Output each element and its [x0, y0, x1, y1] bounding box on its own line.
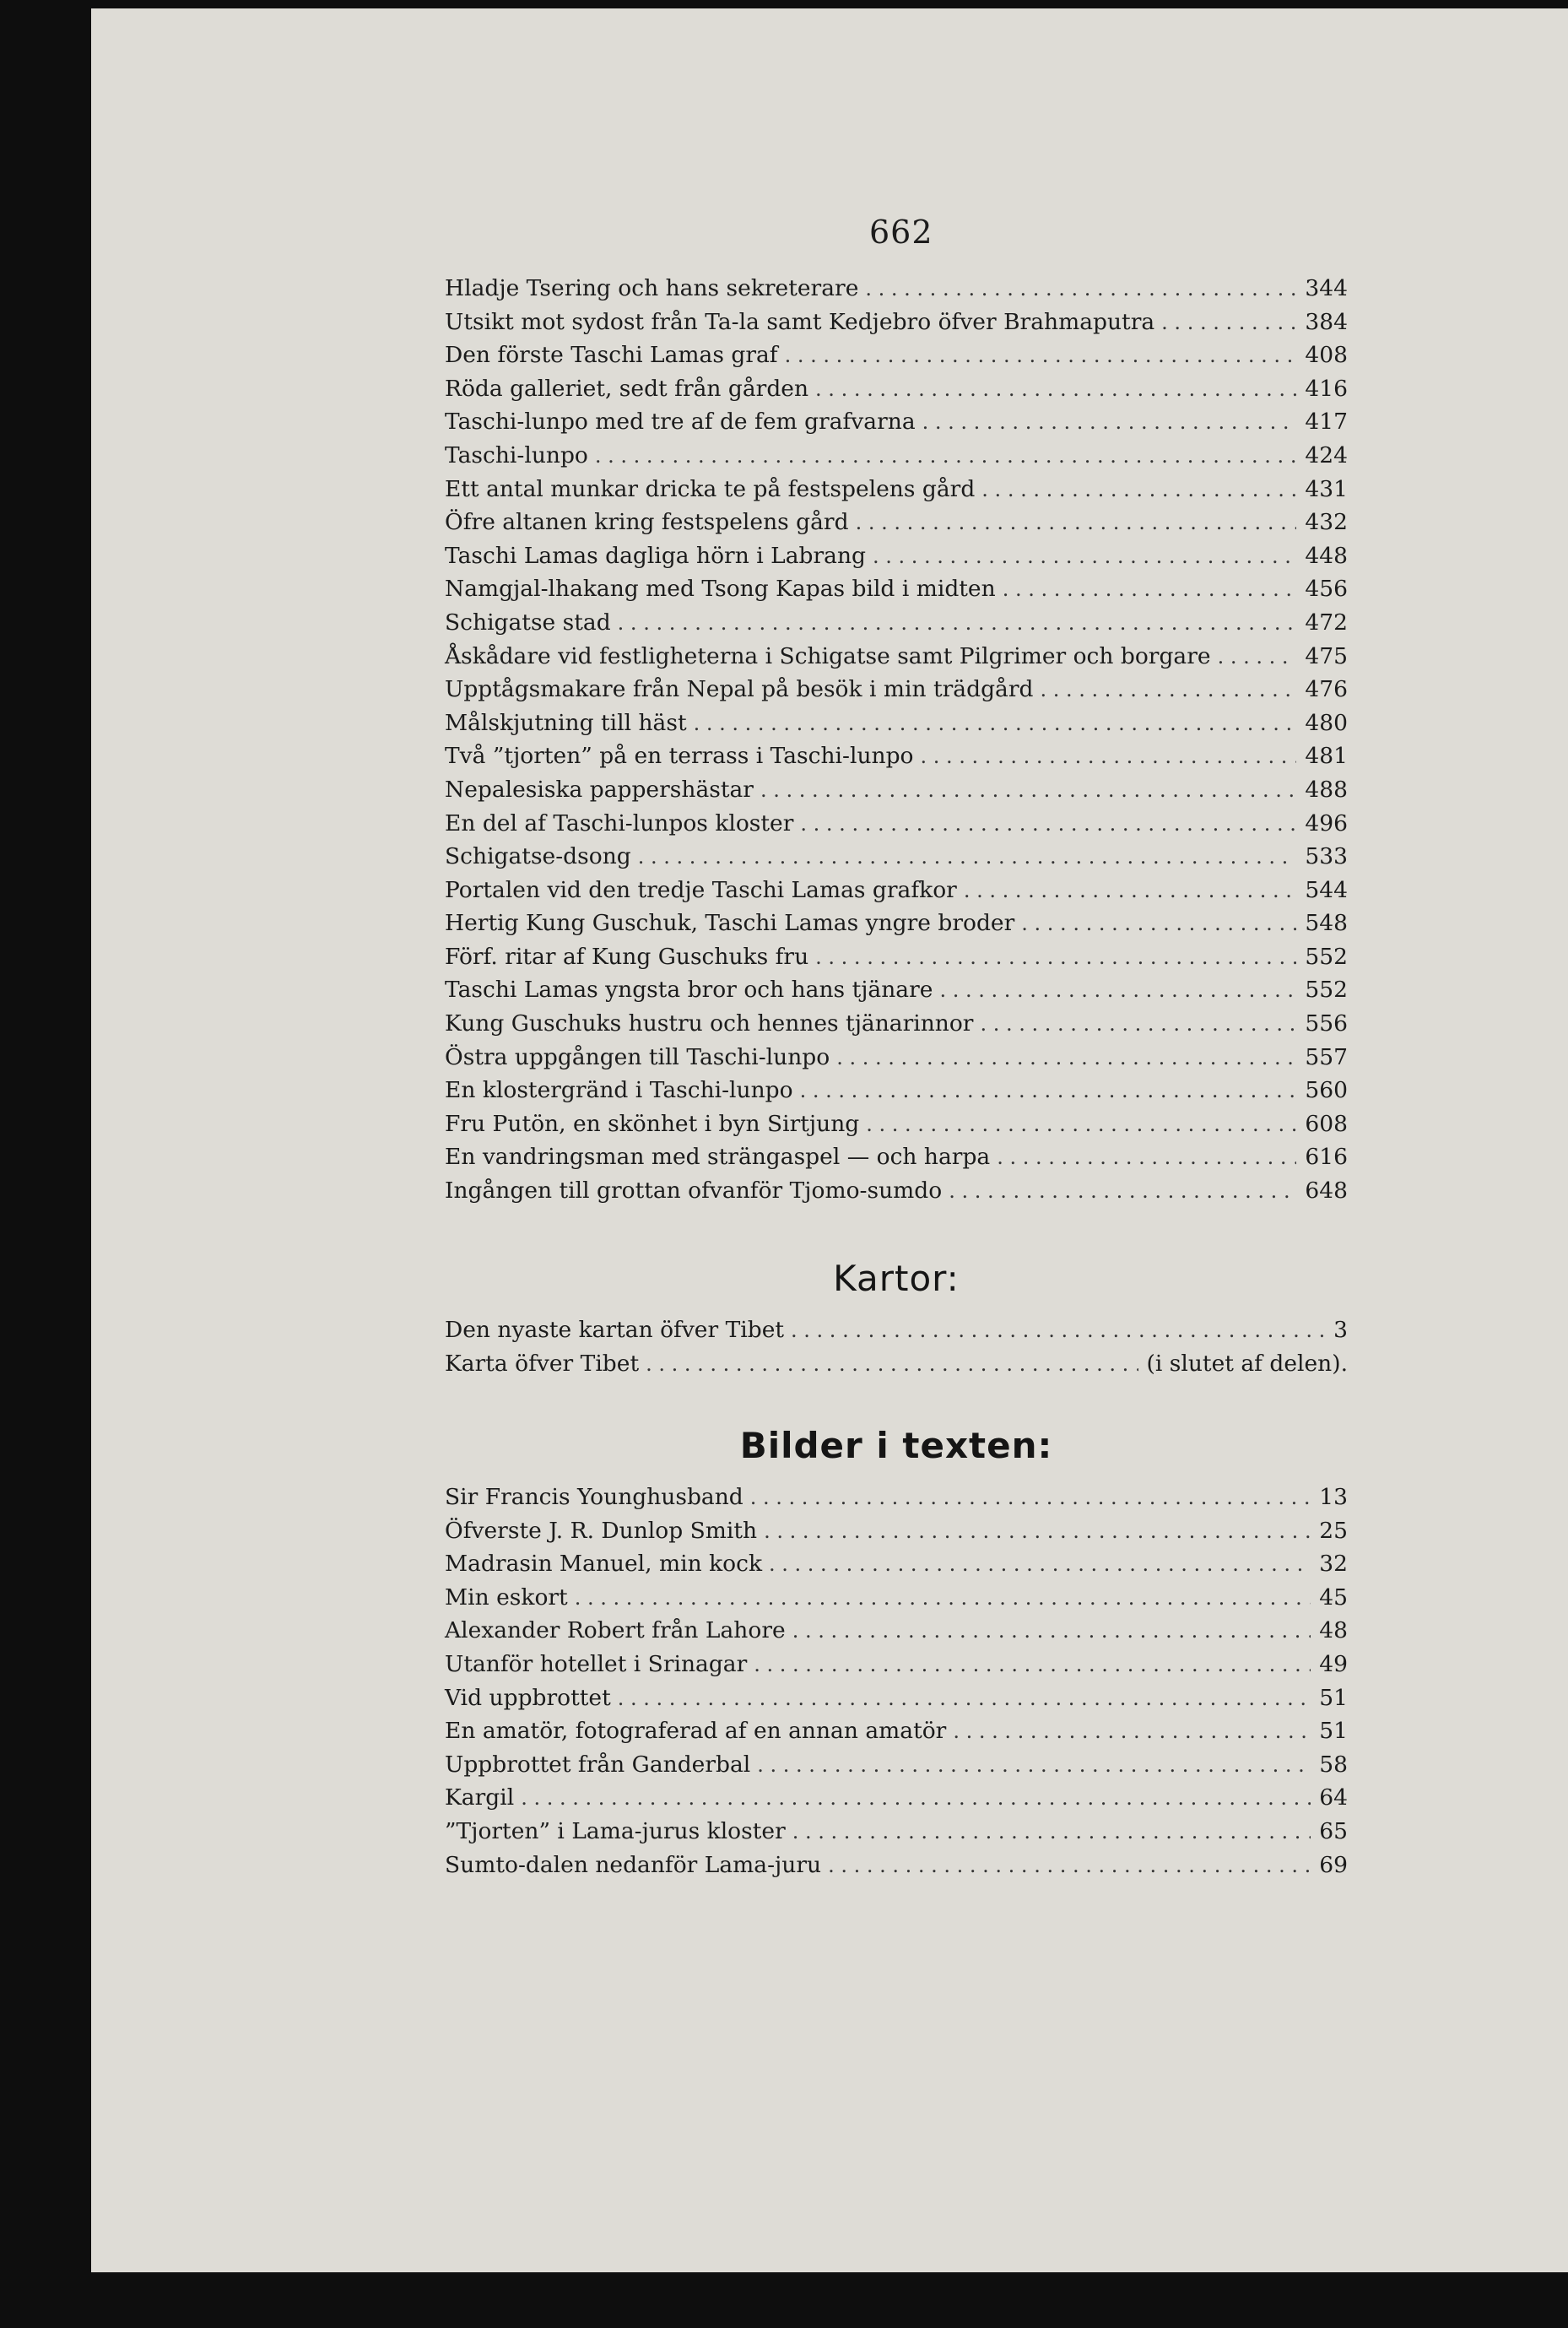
entry-page-number: 64 — [1319, 1784, 1348, 1811]
dot-leader — [575, 1586, 1311, 1610]
toc-entry — [445, 877, 1348, 911]
dot-leader — [964, 879, 1297, 902]
dot-leader — [836, 1046, 1296, 1069]
entry-title: Sumto-dalen nedanför Lama-juru — [445, 1851, 822, 1878]
dot-leader — [856, 511, 1297, 534]
toc-entry — [445, 1685, 1348, 1719]
dot-leader — [618, 1686, 1311, 1710]
entry-title: En klostergränd i Taschi-lunpo — [445, 1077, 793, 1104]
toc-entry — [445, 810, 1348, 844]
entry-title: Förf. ritar af Kung Guschuks fru — [445, 943, 809, 970]
dot-leader — [980, 1012, 1296, 1036]
toc-entry — [445, 643, 1348, 677]
entry-page-number: 431 — [1305, 475, 1348, 502]
entry-page-number: 69 — [1319, 1851, 1348, 1878]
entry-page-number: 533 — [1305, 843, 1348, 870]
toc-entry — [445, 1751, 1348, 1785]
entry-page-number: 608 — [1305, 1110, 1348, 1137]
entry-page-number: 424 — [1305, 441, 1348, 468]
toc-entry — [445, 409, 1348, 442]
entry-title: Den nyaste kartan öfver Tibet — [445, 1317, 785, 1343]
toc-entry — [445, 710, 1348, 744]
dot-leader — [595, 444, 1297, 468]
entry-page-number: 417 — [1305, 409, 1348, 436]
toc-entry — [445, 609, 1348, 643]
dot-leader — [694, 712, 1297, 735]
dot-leader — [785, 344, 1297, 367]
dot-leader — [792, 1619, 1311, 1643]
entry-page-number: 481 — [1305, 743, 1348, 770]
entry-page-number: 408 — [1305, 342, 1348, 369]
entry-title: Taschi Lamas dagliga hörn i Labrang — [445, 542, 866, 569]
dot-leader — [618, 611, 1297, 635]
toc-entry — [445, 1852, 1348, 1886]
entry-title: Den förste Taschi Lamas graf — [445, 342, 778, 369]
entry-title: Taschi Lamas yngsta bror och hans tjänare — [445, 977, 933, 1004]
toc-entry — [445, 376, 1348, 409]
dot-leader — [1161, 311, 1296, 334]
entry-title: Min eskort — [445, 1584, 568, 1611]
entry-page-number: 48 — [1319, 1617, 1348, 1644]
dot-leader — [815, 377, 1296, 401]
page-number: 662 — [869, 214, 933, 251]
entry-page-number: 49 — [1319, 1650, 1348, 1677]
entry-page-number: 448 — [1305, 542, 1348, 569]
entry-title: Upptågsmakare från Nepal på besök i min trädgård — [445, 676, 1034, 703]
entry-page-number: 476 — [1305, 676, 1348, 703]
dot-leader — [953, 1719, 1311, 1743]
entry-title: Namgjal-lhakang med Tsong Kapas bild i midten — [445, 576, 996, 603]
entry-page-number: 384 — [1305, 308, 1348, 335]
entry-title: En amatör, fotograferad af en annan amatör — [445, 1718, 947, 1745]
toc-entry — [445, 1617, 1348, 1651]
toc-entry — [445, 743, 1348, 777]
entry-title: En del af Taschi-lunpos kloster — [445, 809, 794, 836]
toc-entry — [445, 342, 1348, 376]
dot-leader — [873, 544, 1296, 568]
dot-leader — [760, 778, 1296, 802]
entry-title: Taschi-lunpo med tre af de fem grafvarna — [445, 409, 916, 436]
toc-entry — [445, 275, 1348, 309]
entry-title: Fru Putön, en skönhet i byn Sirtjung — [445, 1110, 860, 1137]
entry-page-number: 3 — [1333, 1317, 1348, 1343]
entry-page-number: 51 — [1319, 1684, 1348, 1711]
entry-page-number: 556 — [1305, 1010, 1348, 1037]
text-images-list — [445, 1484, 1348, 1885]
dot-leader — [521, 1786, 1311, 1810]
toc-entry — [445, 1551, 1348, 1584]
entry-title: Schigatse-dsong — [445, 843, 631, 870]
dot-leader — [981, 478, 1296, 501]
dot-leader — [800, 1079, 1297, 1102]
entry-title: En vandringsman med strängaspel — och harpa — [445, 1144, 991, 1171]
entry-page-number: 32 — [1319, 1551, 1348, 1578]
entry-title: Nepalesiska pappershästar — [445, 776, 754, 803]
entry-page-number: 45 — [1319, 1584, 1348, 1611]
entry-title: Öfre altanen kring festspelens gård — [445, 509, 849, 536]
toc-entry — [445, 1718, 1348, 1751]
dot-leader — [764, 1519, 1311, 1543]
entry-page-number: 488 — [1305, 776, 1348, 803]
entry-title: Vid uppbrottet — [445, 1684, 611, 1711]
illustrations-list — [445, 275, 1348, 1211]
toc-entry — [445, 1077, 1348, 1111]
entry-title: Alexander Robert från Lahore — [445, 1617, 786, 1644]
toc-entry — [445, 442, 1348, 476]
dot-leader — [791, 1318, 1325, 1342]
entry-page-number: 51 — [1319, 1718, 1348, 1745]
entry-title: Taschi-lunpo — [445, 441, 588, 468]
entry-title: Hladje Tsering och hans sekreterare — [445, 275, 859, 301]
maps-heading: Kartor: — [833, 1258, 960, 1299]
entry-page-number: 432 — [1305, 509, 1348, 536]
dot-leader — [1003, 577, 1297, 601]
toc-entry — [445, 777, 1348, 810]
text-images-heading: Bilder i texten: — [739, 1425, 1053, 1466]
dot-leader — [750, 1486, 1311, 1509]
toc-entry — [445, 1784, 1348, 1818]
toc-entry — [445, 1651, 1348, 1685]
dot-leader — [1040, 678, 1296, 701]
dot-leader — [638, 845, 1297, 869]
toc-entry — [445, 1144, 1348, 1178]
entry-page-number: 344 — [1305, 275, 1348, 301]
entry-title: Öfverste J. R. Dunlop Smith — [445, 1517, 758, 1544]
toc-entry — [445, 509, 1348, 543]
entry-page-number: 544 — [1305, 876, 1348, 903]
toc-entry — [445, 1111, 1348, 1145]
toc-entry — [445, 1351, 1348, 1384]
dot-leader — [922, 410, 1297, 434]
entry-title: Kung Guschuks hustru och hennes tjänarinnor — [445, 1010, 974, 1037]
dot-leader — [939, 978, 1296, 1002]
entry-title: Hertig Kung Guschuk, Taschi Lamas yngre broder — [445, 910, 1015, 937]
toc-entry — [445, 1010, 1348, 1044]
toc-entry — [445, 476, 1348, 510]
entry-page-number: 496 — [1305, 809, 1348, 836]
entry-title: Uppbrottet från Ganderbal — [445, 1751, 751, 1778]
toc-entry — [445, 944, 1348, 977]
entry-page-number: 480 — [1305, 709, 1348, 736]
entry-page-number: 560 — [1305, 1077, 1348, 1104]
entry-title: Schigatse stad — [445, 609, 611, 636]
toc-entry — [445, 1584, 1348, 1618]
toc-entry — [445, 676, 1348, 710]
entry-page-number: 557 — [1305, 1043, 1348, 1070]
toc-entry — [445, 1518, 1348, 1551]
dot-leader — [866, 1113, 1296, 1136]
entry-page-number: 416 — [1305, 375, 1348, 402]
dot-leader — [769, 1552, 1311, 1576]
dot-leader — [815, 945, 1296, 969]
entry-title: Utsikt mot sydost från Ta-la samt Kedjebro öfver Brahmaputra — [445, 308, 1155, 335]
entry-page-number: 552 — [1305, 977, 1348, 1004]
toc-entry — [445, 1044, 1348, 1078]
entry-page-number: 456 — [1305, 576, 1348, 603]
entry-page-number: 475 — [1305, 642, 1348, 669]
dot-leader — [828, 1854, 1311, 1877]
dot-leader — [921, 744, 1297, 768]
dot-leader — [1021, 912, 1296, 935]
toc-entry — [445, 977, 1348, 1010]
entry-page-number: 616 — [1305, 1144, 1348, 1171]
maps-list — [445, 1317, 1348, 1383]
dot-leader — [792, 1820, 1311, 1843]
dot-leader — [865, 277, 1296, 300]
entry-title: Ett antal munkar dricka te på festspelens gård — [445, 475, 976, 502]
entry-title: Portalen vid den tredje Taschi Lamas grafkor — [445, 876, 957, 903]
entry-page-number: 552 — [1305, 943, 1348, 970]
entry-title: Utanför hotellet i Srinagar — [445, 1650, 748, 1677]
entry-title: ”Tjorten” i Lama-jurus kloster — [445, 1817, 786, 1844]
dot-leader — [949, 1179, 1296, 1203]
dot-leader — [1218, 645, 1297, 669]
entry-title: Åskådare vid festligheterna i Schigatse samt Pilgrimer och borgare — [445, 642, 1211, 669]
toc-entry — [445, 910, 1348, 944]
toc-entry — [445, 1818, 1348, 1852]
toc-entry — [445, 576, 1348, 609]
entry-page-number: 472 — [1305, 609, 1348, 636]
entry-title: Målskjutning till häst — [445, 709, 687, 736]
entry-title: Kargil — [445, 1784, 515, 1811]
entry-title: Sir Francis Younghusband — [445, 1484, 743, 1510]
entry-title: Ingången till grottan ofvanför Tjomo-sumdo — [445, 1178, 943, 1205]
toc-entry — [445, 1484, 1348, 1518]
dot-leader — [800, 812, 1296, 836]
dot-leader — [997, 1145, 1296, 1169]
dot-leader — [754, 1653, 1311, 1676]
toc-entry — [445, 843, 1348, 877]
toc-entry — [445, 1317, 1348, 1351]
entry-page-number: 13 — [1319, 1484, 1348, 1510]
entry-page-number: 548 — [1305, 910, 1348, 937]
entry-title: Karta öfver Tibet — [445, 1350, 640, 1377]
entry-title: Röda galleriet, sedt från gården — [445, 375, 809, 402]
entry-page-number: (i slutet af delen). — [1146, 1350, 1348, 1377]
entry-page-number: 648 — [1305, 1178, 1348, 1205]
entry-title: Två ”tjorten” på en terrass i Taschi-lunpo — [445, 743, 914, 770]
toc-entry — [445, 309, 1348, 343]
dot-leader — [646, 1352, 1138, 1376]
entry-title: Östra uppgången till Taschi-lunpo — [445, 1043, 830, 1070]
entry-title: Madrasin Manuel, min kock — [445, 1551, 763, 1578]
entry-page-number: 65 — [1319, 1817, 1348, 1844]
dot-leader — [757, 1753, 1311, 1777]
entry-page-number: 58 — [1319, 1751, 1348, 1778]
toc-entry — [445, 543, 1348, 577]
toc-entry — [445, 1178, 1348, 1211]
entry-page-number: 25 — [1319, 1517, 1348, 1544]
